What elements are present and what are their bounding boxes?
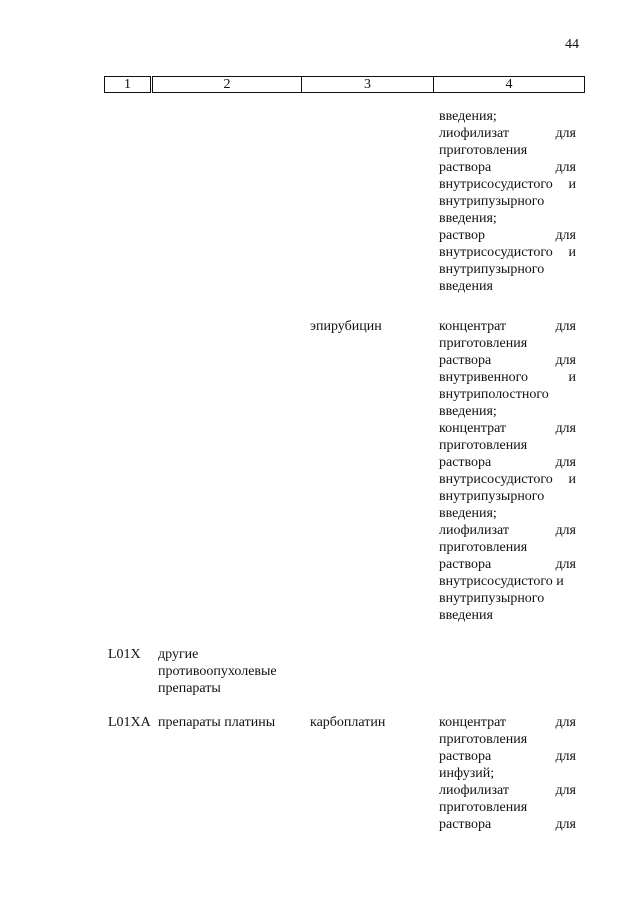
dosage-form-text: раствора [439, 455, 492, 470]
dosage-form-text: введения; [439, 109, 497, 124]
dosage-form-text: раствор [439, 228, 486, 243]
dosage-form-line [439, 522, 576, 539]
dosage-form-text-end: для [555, 160, 576, 175]
dosage-form-text: внутрисосудистого и [439, 574, 564, 589]
dosage-form-text: приготовления [439, 143, 528, 158]
dosage-form-text: инфузий; [439, 766, 495, 781]
dosage-form-line [439, 731, 576, 748]
dosage-form-text: внутрисосудистого [439, 177, 553, 192]
dosage-form-text-end: для [555, 421, 576, 436]
dosage-form-line [439, 714, 576, 731]
dosage-form-line [439, 386, 576, 403]
dosage-form-text-end: для [555, 715, 576, 730]
dosage-form-text-end: для [555, 783, 576, 798]
dosage-form-text: приготовления [439, 732, 528, 747]
dosage-form-text-end: для [555, 817, 576, 832]
dosage-form-text: введения [439, 608, 493, 623]
dosage-form-text-end: для [555, 749, 576, 764]
dosage-form-line [439, 193, 576, 210]
dosage-form-line [439, 437, 576, 454]
atc-code-l01xa: L01XA [108, 715, 151, 730]
dosage-form-text-end: для [555, 228, 576, 243]
dosage-form-line [439, 799, 576, 816]
group-name-l01xa: препараты платины [158, 715, 276, 730]
dosage-form-text: концентрат [439, 421, 507, 436]
dosage-form-text: раствора [439, 353, 492, 368]
dosage-form-text: приготовления [439, 800, 528, 815]
dosage-form-text: введения; [439, 404, 497, 419]
dosage-form-text: лиофилизат [439, 783, 510, 798]
dosage-form-line [439, 454, 576, 471]
dosage-form-text: раствора [439, 817, 492, 832]
dosage-form-line [439, 142, 576, 159]
dosage-form-line [439, 420, 576, 437]
dosage-form-text: концентрат [439, 319, 507, 334]
dosage-form-text-end: для [555, 455, 576, 470]
dosage-form-line [439, 244, 576, 261]
dosage-form-text-end: для [555, 319, 576, 334]
dosage-form-line [439, 261, 576, 278]
dosage-form-text-end: для [555, 557, 576, 572]
dosage-form-line [439, 765, 576, 782]
dosage-form-text: внутрисосудистого [439, 472, 553, 487]
dosage-form-line [439, 782, 576, 799]
dosage-form-text: внутрисосудистого [439, 245, 553, 260]
group-line: другие [158, 647, 199, 662]
dosage-form-text: внутрипузырного [439, 194, 545, 209]
group-name-l01x [158, 646, 308, 697]
dosage-form-text: внутрипузырного [439, 591, 545, 606]
dosage-forms-carboplatin [439, 714, 576, 833]
drug-name-carboplatin: карбоплатин [310, 715, 386, 730]
dosage-form-line [439, 539, 576, 556]
dosage-form-text: раствора [439, 749, 492, 764]
dosage-form-text-end: для [555, 126, 576, 141]
dosage-form-text: приготовления [439, 540, 528, 555]
page-number: 44 [565, 37, 579, 52]
dosage-form-line [439, 590, 576, 607]
dosage-form-line [439, 108, 576, 125]
group-line: противоопухолевые [158, 664, 277, 679]
dosage-form-line [439, 335, 576, 352]
dosage-form-text: приготовления [439, 336, 528, 351]
dosage-form-line [439, 369, 576, 386]
column-2-header: 2 [152, 77, 302, 93]
dosage-form-text: приготовления [439, 438, 528, 453]
dosage-form-text: внутрипузырного [439, 262, 545, 277]
dosage-form-text: внутривенного [439, 370, 529, 385]
dosage-form-line [439, 318, 576, 335]
dosage-form-text-end: и [568, 370, 576, 385]
dosage-form-line [439, 505, 576, 522]
drug-name-epirubicin: эпирубицин [310, 319, 382, 334]
dosage-form-text: введения [439, 279, 493, 294]
dosage-form-line [439, 573, 576, 590]
dosage-form-line [439, 176, 576, 193]
dosage-form-text-end: и [568, 177, 576, 192]
dosage-form-text: раствора [439, 160, 492, 175]
atc-code-l01x: L01X [108, 647, 141, 662]
dosage-form-line [439, 556, 576, 573]
dosage-form-line [439, 607, 576, 624]
dosage-form-text: введения; [439, 211, 497, 226]
dosage-form-line [439, 125, 576, 142]
dosage-form-text: введения; [439, 506, 497, 521]
dosage-form-text: внутрипузырного [439, 489, 545, 504]
group-line: препараты [158, 681, 221, 696]
dosage-form-line [439, 403, 576, 420]
dosage-form-text-end: и [568, 472, 576, 487]
dosage-forms-continued [439, 108, 576, 295]
dosage-form-text: лиофилизат [439, 523, 510, 538]
dosage-form-line [439, 471, 576, 488]
dosage-form-line [439, 352, 576, 369]
dosage-form-line [439, 159, 576, 176]
dosage-form-text-end: и [568, 245, 576, 260]
column-header-table [104, 76, 585, 93]
dosage-form-text: концентрат [439, 715, 507, 730]
dosage-form-line [439, 278, 576, 295]
column-4-header: 4 [434, 77, 585, 93]
dosage-form-line [439, 227, 576, 244]
dosage-form-text: внутриполостного [439, 387, 549, 402]
dosage-form-text-end: для [555, 353, 576, 368]
dosage-form-line [439, 816, 576, 833]
dosage-form-line [439, 210, 576, 227]
dosage-form-text: лиофилизат [439, 126, 510, 141]
column-1-header: 1 [105, 77, 152, 93]
dosage-form-line [439, 488, 576, 505]
dosage-form-line [439, 748, 576, 765]
dosage-form-text: раствора [439, 557, 492, 572]
dosage-form-text-end: для [555, 523, 576, 538]
column-3-header: 3 [302, 77, 434, 93]
dosage-forms-epirubicin [439, 318, 576, 624]
